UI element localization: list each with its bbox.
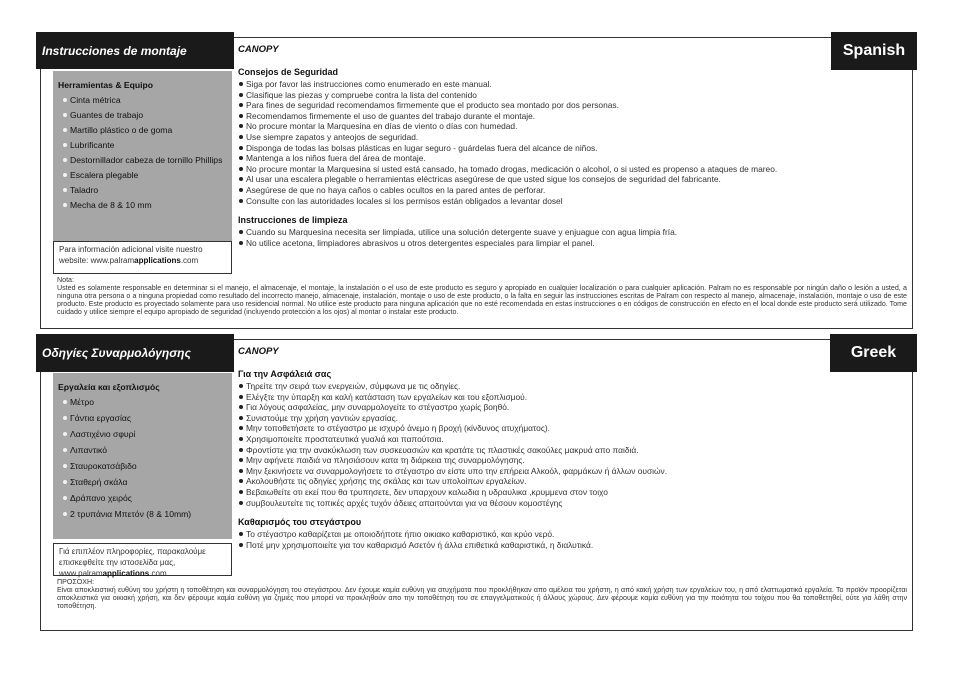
tool-item: Taladro (58, 185, 227, 196)
bullet-icon (239, 437, 243, 441)
safety-item: Para fines de seguridad recomendamos firmemente que el producto sea montado por dos personas. (238, 100, 908, 111)
bullet-icon (63, 128, 67, 132)
safety-item: No procure montar la Marquesina en días de viento o días con humedad. (238, 121, 908, 132)
bullet-icon (239, 114, 243, 118)
tool-item: 2 τρυπάνια Μπετόν (8 & 10mm) (58, 509, 227, 520)
safety-item: Clasifique las piezas y compruebe contra la lista del contenido (238, 90, 908, 101)
bullet-icon (239, 543, 243, 547)
safety-item: Disponga de todas las bolsas plásticas en lugar seguro - guárdelas fuera del alcance de niños. (238, 143, 908, 154)
bullet-icon (239, 199, 243, 203)
bullet-icon (239, 405, 243, 409)
disclaimer-note (57, 276, 907, 316)
safety-item: Ακολουθήστε τις οδηγίες χρήσης της σκάλας και των υπολοίπων εργαλείων. (238, 476, 908, 487)
tool-item: Λιπαντικό (58, 445, 227, 456)
bullet-icon (63, 480, 67, 484)
tool-item: Guantes de trabajo (58, 110, 227, 121)
safety-item: Φροντίστε για την ανακύκλωση των συσκευασιών και κρατάτε τις πλαστικές σακούλες μακρυά απο παιδιά. (238, 445, 908, 456)
safety-item: Siga por favor las instrucciones como enumerado en este manual. (238, 79, 908, 90)
section-header: Instrucciones de montaje (36, 32, 234, 69)
note-text: Είναι αποκλειστική ευθύνη του χρήστη η τοποθέτηση και συναρμολόγηση του στεγάστρου. Δεν έχουμε καμία ευθύνη για ατυχήματα που προκλήθηκαν απο αμέλεια του χρήστη, η από κακή χρήση των εργαλείων του, η από ελαττωματικά εργαλεία. Το προϊόν προορίζεται αποκλειστικά για οικιακή χρήση, και δεν φέρουμε καμία ευθύνη για ζημιές που μπορεί να προκληθούν απο την τοποθέτηση του σε επαγγελματικούς ή άλλους χώρους. Δεν φέρουμε καμία ευθύνη για την ποιότητα του τοίχου που θα τοποθετηθεί, ούτε για λάθη στην τοποθέτηση. (57, 586, 907, 610)
tool-item: Martillo plástico o de goma (58, 125, 227, 136)
bullet-icon (239, 177, 243, 181)
bullet-icon (63, 512, 67, 516)
safety-item: Asegúrese de que no haya caños o cables ocultos en la pared antes de perforar. (238, 185, 908, 196)
bullet-icon (239, 384, 243, 388)
safety-item: Συνιστούμε την χρήση γαντιών εργασίας. (238, 413, 908, 424)
bullet-icon (63, 203, 67, 207)
safety-item: Recomendamos firmemente el uso de guantes del trabajo durante el montaje. (238, 111, 908, 122)
cleaning-item: No utilice acetona, limpiadores abrasivos u otros detergentes especiales para limpiar el panel. (238, 238, 908, 249)
greek-section (40, 339, 913, 631)
note-label: Nota: (57, 276, 74, 284)
bullet-icon (239, 469, 243, 473)
bullet-icon (239, 146, 243, 150)
tool-item: Escalera plegable (58, 170, 227, 181)
cleaning-title: Instrucciones de limpieza (238, 215, 348, 226)
note-label: ΠΡΟΣΟΧΗ: (57, 578, 95, 586)
language-label: Greek (830, 334, 917, 372)
safety-item: συμβουλευτείτε τις τοπικές αρχές τυχόν άδειες απαιτούνται για να θέσουν κομοστέγης (238, 498, 908, 509)
cleaning-title: Καθαρισμός του στεγάστρου (238, 517, 362, 528)
bullet-icon (63, 416, 67, 420)
safety-item: Τηρείτε την σειρά των ενεργειών, σύμφωνα με τις οδηγίες. (238, 381, 908, 392)
bullet-icon (63, 464, 67, 468)
safety-item: Μην αφήνετε παιδιά να πλησιάσουν κατα τη διάρκεια της συναρμολόγησης. (238, 455, 908, 466)
bullet-icon (239, 479, 243, 483)
bullet-icon (239, 448, 243, 452)
tool-item: Lubrificante (58, 140, 227, 151)
safety-item: Μην τοποθετήσετε το στέγαστρο με ισχυρό άνεμο η βροχή (κίνδυνος ατυχήματος). (238, 423, 908, 434)
safety-item: Ελέγξτε την ύπαρξη και καλή κατάσταση των εργαλείων και του εξοπλισμού. (238, 392, 908, 403)
bullet-icon (239, 501, 243, 505)
safety-item: Use siempre zapatos y anteojos de seguridad. (238, 132, 908, 143)
bullet-icon (63, 158, 67, 162)
bullet-icon (239, 490, 243, 494)
bullet-icon (239, 167, 243, 171)
safety-item: Mantenga a los niños fuera del área de montaje. (238, 153, 908, 164)
disclaimer-note (57, 578, 907, 610)
bullet-icon (239, 426, 243, 430)
bullet-icon (239, 93, 243, 97)
safety-item: Για λόγους ασφαλείας, μην συναρμολογείτε το στέγαστρο χωρίς βοηθό. (238, 402, 908, 413)
tool-item: Γάντια εργασίας (58, 413, 227, 424)
bullet-icon (239, 416, 243, 420)
bullet-icon (239, 156, 243, 160)
bullet-icon (63, 143, 67, 147)
tool-item: Σταυροκατσάβιδο (58, 461, 227, 472)
tools-title: Herramientas & Equipo (58, 80, 154, 90)
bullet-icon (239, 188, 243, 192)
bullet-icon (239, 135, 243, 139)
safety-title: Για την Ασφάλειά σας (238, 369, 332, 379)
safety-title: Consejos de Seguridad (238, 67, 339, 77)
safety-item: Βεβαιωθείτε οτι εκεί που θα τρυπησετε, δεν υπαρχουν καλωδια η υδραυλικα ,κρυμμενα στον τοιχο (238, 487, 908, 498)
bullet-icon (63, 400, 67, 404)
tool-item: Destornillador cabeza de tornillo Phillips (58, 155, 227, 166)
bullet-icon (63, 496, 67, 500)
bullet-icon (239, 532, 243, 536)
safety-item: Χρησιμοποιείτε προστατευτικά γυαλιά και παπούτσια. (238, 434, 908, 445)
bullet-icon (63, 448, 67, 452)
tool-item: Mecha de 8 & 10 mm (58, 200, 227, 211)
tool-item: Λαστιχένιο σφυρί (58, 429, 227, 440)
language-label: Spanish (831, 32, 917, 70)
tool-item: Δράπανο χειρός (58, 493, 227, 504)
bullet-icon (63, 188, 67, 192)
bullet-icon (239, 124, 243, 128)
tool-item: Cinta métrica (58, 95, 227, 106)
bullet-icon (63, 113, 67, 117)
website-info: Para información adicional visite nuestro website: www.palramapplications.com (53, 241, 232, 274)
safety-item: Consulte con las autoridades locales si los permisos están obligados a levantar dosel (238, 196, 908, 207)
safety-item: No procure montar la Marquesina si usted está cansado, ha tomado drogas, medicación o alcohol, o si usted es propenso a ataques de mareo. (238, 164, 908, 175)
tools-box (53, 71, 232, 241)
section-header: Οδηγίες Συναρμολόγησης (36, 334, 234, 372)
tool-item: Σταθερή σκάλα (58, 477, 227, 488)
cleaning-item: Ποτέ μην χρησιμοποιείτε για τον καθαρισμό Ασετόν ή άλλα επιθετικά καθαριστικά, η διαλυτικά. (238, 540, 908, 551)
bullet-icon (63, 98, 67, 102)
instructions-content (238, 346, 908, 550)
safety-item: Al usar una escalera plegable o herramientas eléctricas asegúrese de que usted sigue los consejos de seguridad del fabricante. (238, 174, 908, 185)
product-name: CANOPY (238, 44, 279, 55)
note-text: Usted es solamente responsable en determinar si el manejo, el almacenaje, el montaje, la instalación o el uso de este producto es seguro y apropiado en cualquier localización o para cualquier aplicación. Palram no es responsable por ningún daño o lesión a usted, a ninguna otra persona o a ninguna propiedad como resultado del incorrecto manejo, almacenaje, instalación, montaje o uso de este producto, o la falta en seguir las instrucciones escritas de Palram con respecto al manejo, almacenaje, instalación, montaje o uso de este producto. Este producto es proyectado solamente para uso residencial normal. No utilice este producto para ninguna aplicación que no esté recomendada en estas instrucciones o en códigos de construcción en efecto en el local donde este producto será utilizado. Tome cuidado y utilice siempre el equipo apropiado de seguridad (incluyendo protección a los ojos) al montar o instalar este producto. (57, 284, 907, 316)
bullet-icon (239, 230, 243, 234)
cleaning-item: Cuando su Marquesina necesita ser limpiada, utilice una solución detergente suave y enjuague con agua limpia fría. (238, 227, 908, 238)
bullet-icon (63, 432, 67, 436)
bullet-icon (239, 82, 243, 86)
cleaning-item: Το στέγαστρο καθαρίζεται με οποιοδήποτε ήπιο οικιακο καθαριστικό, και κρύο νερό. (238, 529, 908, 540)
bullet-icon (239, 395, 243, 399)
bullet-icon (63, 173, 67, 177)
safety-item: Μην ξεκινήσετε να συναρμολογήσετε το στέγαστρο αν είστε υπο την επήρεια Αλκοόλ, φαρμάκων ή άλλων ουσιών. (238, 466, 908, 477)
bullet-icon (239, 241, 243, 245)
bullet-icon (239, 458, 243, 462)
product-name: CANOPY (238, 346, 279, 357)
spanish-section (40, 37, 913, 329)
tools-box (53, 373, 232, 539)
instructions-content (238, 44, 908, 248)
website-info: Γιά επιπλέον πληροφορίες, παρακαλούμε επισκεφθείτε την ιστοσελίδα μας, www.palramapplications.com (53, 543, 232, 576)
tools-title: Εργαλεία και εξοπλισμός (58, 382, 160, 392)
bullet-icon (239, 103, 243, 107)
tool-item: Μέτρο (58, 397, 227, 408)
